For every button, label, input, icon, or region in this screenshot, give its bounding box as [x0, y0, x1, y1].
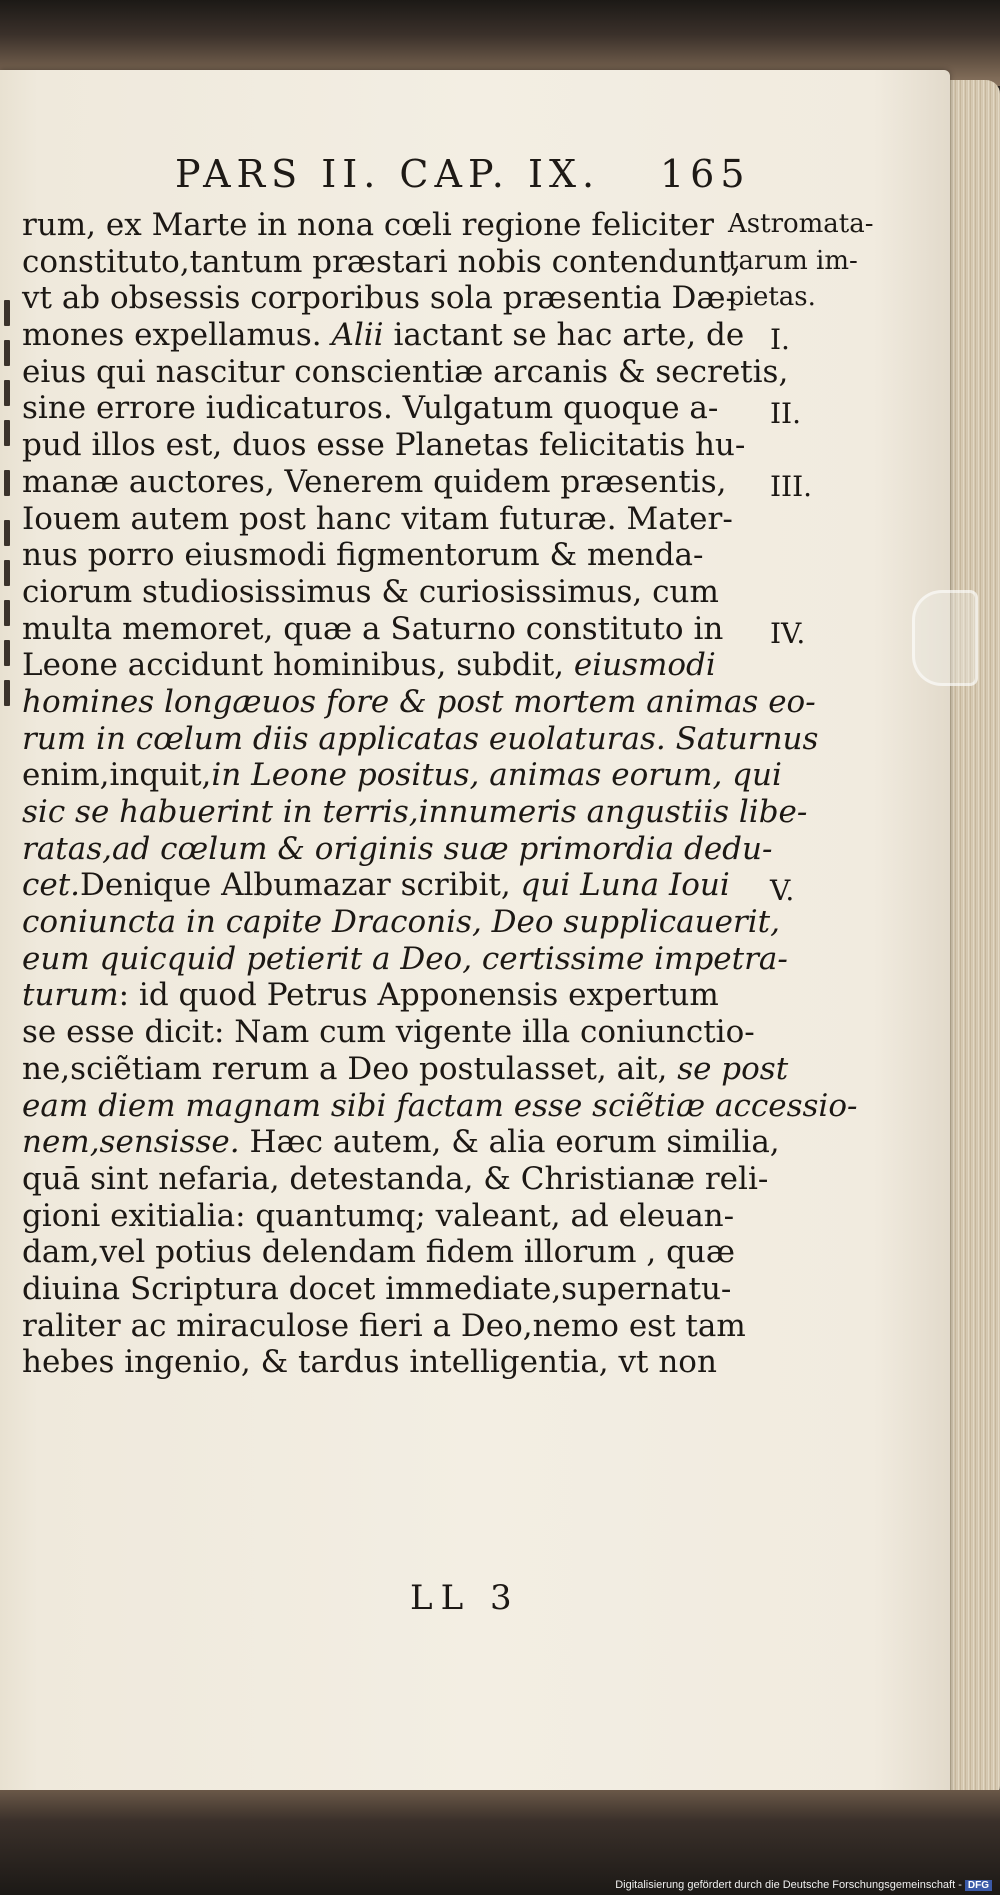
text-line [22, 940, 788, 978]
italic-segment: qui Luna Ioui [520, 867, 730, 904]
gutter-mark [4, 640, 10, 666]
margin-note: IV. [770, 616, 806, 650]
roman-segment: ne,sciẽtiam rerum a Deo postulasset, ait, [22, 1050, 678, 1087]
text-line [22, 1050, 789, 1088]
italic-segment: turum [22, 977, 119, 1014]
roman-segment: raliter ac miraculose fieri a Deo,nemo est tam [22, 1307, 746, 1344]
italic-segment: coniuncta in capite Draconis, Deo supplicauerit, [22, 904, 780, 941]
roman-segment: Hæc autem, & alia eorum similia, [239, 1124, 780, 1161]
gutter-mark [4, 380, 10, 406]
roman-segment: multa memoret, quæ a Saturno constituto in [22, 610, 724, 647]
text-line [22, 611, 722, 648]
dfg-logo: DFG [965, 1880, 992, 1891]
text-line [22, 1197, 735, 1235]
text-line [22, 1160, 769, 1198]
margin-note: tarum im- [728, 245, 858, 276]
roman-segment: nus porro eiusmodi figmentorum & menda- [22, 537, 704, 574]
roman-segment: se esse dicit: Nam cum vigente illa coniunctio- [22, 1014, 755, 1051]
roman-segment: : id quod Petrus Apponensis expertum [118, 977, 719, 1014]
italic-segment: cet. [22, 867, 81, 904]
gutter-mark [4, 520, 10, 546]
margin-note: pietas. [728, 282, 816, 313]
roman-segment: manæ auctores, Venerem quidem præsentis, [22, 463, 727, 500]
italic-segment: sic se habuerint in terris,innumeris angustiis libe- [22, 794, 808, 830]
roman-segment: Leone accidunt hominibus, subdit, [22, 647, 574, 684]
text-line [22, 353, 789, 391]
margin-note: Astromata- [728, 209, 874, 239]
text-line [22, 243, 741, 281]
text-line [22, 1270, 732, 1308]
text-line [22, 904, 780, 941]
roman-segment: constituto,tantum præstari nobis contendunt, [22, 243, 741, 280]
roman-segment: ciorum studiosissimus & curiosissimus, cum [22, 573, 719, 610]
text-line [22, 1344, 722, 1381]
italic-segment: ratas,ad cœlum & originis suæ primordia dedu- [22, 830, 773, 867]
gutter-mark [4, 300, 10, 326]
roman-segment: diuina Scriptura docet immediate,supernatu- [22, 1270, 732, 1307]
text-line [22, 463, 727, 501]
text-line [22, 683, 816, 721]
roman-segment: Denique Albumazar scribit, [80, 867, 521, 904]
text-line [22, 207, 722, 244]
italic-segment: rum in cœlum diis applicatas euolaturas. Saturnus [22, 720, 819, 757]
text-line [22, 720, 819, 758]
italic-segment: homines longæuos fore & post mortem animas eo- [22, 683, 816, 720]
running-head-title: PARS II. CAP. IX. [175, 152, 601, 196]
italic-segment: se post [677, 1050, 789, 1087]
credit-text: Digitalisierung gefördert durch die Deutsche Forschungsgemeinschaft - [615, 1879, 962, 1891]
text-line [22, 1087, 858, 1125]
digitization-credit [615, 1879, 992, 1891]
gutter-mark [4, 560, 10, 586]
roman-segment: mones expellamus. [22, 317, 332, 354]
gutter-mark [4, 680, 10, 706]
text-line [22, 1014, 755, 1051]
text-line [22, 500, 733, 538]
text-line [22, 390, 722, 427]
folio-number: 165 [660, 152, 751, 196]
gutter-mark [4, 420, 10, 446]
margin-note: I. [770, 323, 790, 357]
roman-segment: rum, ex Marte in nona cœli regione feliciter [22, 207, 714, 243]
text-line [22, 830, 773, 868]
text-line [22, 977, 722, 1014]
roman-segment: dam,vel potius delendam fidem illorum , quæ [22, 1234, 736, 1271]
text-line [22, 647, 722, 684]
text-line [22, 574, 722, 611]
italic-segment: eiusmodi [573, 647, 716, 684]
text-line [22, 317, 745, 354]
text-line [22, 757, 782, 794]
gutter-mark [4, 600, 10, 626]
text-line [22, 867, 730, 904]
italic-segment: eum quicquid petierit a Deo, certissime impetra- [22, 940, 788, 977]
roman-segment: enim,inquit, [22, 757, 212, 794]
roman-segment: hebes ingenio, & tardus intelligentia, vt non [22, 1344, 717, 1381]
margin-note: II. [770, 396, 802, 430]
italic-segment: Alii [331, 317, 384, 354]
italic-segment: in Leone positus, animas eorum, qui [211, 757, 782, 794]
roman-segment: pud illos est, duos esse Planetas felicitatis hu- [22, 427, 746, 464]
roman-segment: quā sint nefaria, detestanda, & Christianæ reli- [22, 1160, 769, 1197]
margin-note: III. [770, 469, 813, 503]
text-line [22, 1124, 780, 1161]
text-line [22, 427, 746, 464]
italic-segment: eam diem magnam sibi factam esse sciẽtiæ accessio- [22, 1087, 858, 1124]
roman-segment: iactant se hac arte, de [383, 317, 745, 354]
text-line [22, 794, 808, 831]
running-head [175, 152, 751, 200]
page-clip-tab [912, 590, 978, 686]
roman-segment: Iouem autem post hanc vitam futuræ. Mater- [22, 500, 733, 537]
roman-segment: gioni exitialia: quantumq; valeant, ad eleuan- [22, 1197, 735, 1234]
italic-segment: nem,sensisse. [22, 1124, 240, 1161]
text-line [22, 280, 736, 317]
signature-mark: LL 3 [410, 1578, 520, 1618]
gutter-mark [4, 470, 10, 496]
text-line [22, 537, 722, 574]
text-line [22, 1234, 736, 1271]
roman-segment: vt ab obsessis corporibus sola præsentia Dæ- [22, 280, 736, 317]
roman-segment: eius qui nascitur conscientiæ arcanis & secretis, [22, 353, 789, 390]
roman-segment: sine errore iudicaturos. Vulgatum quoque a- [22, 390, 719, 427]
gutter-mark [4, 340, 10, 366]
text-line [22, 1307, 746, 1345]
margin-note: V. [770, 873, 795, 907]
